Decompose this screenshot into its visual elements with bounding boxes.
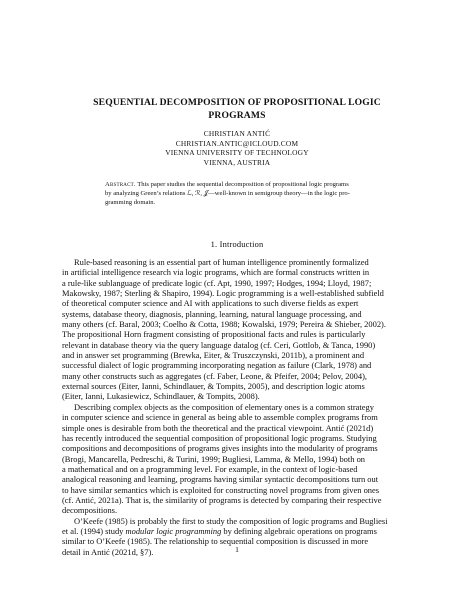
title-line: PROGRAMS: [208, 109, 266, 121]
body-line: in artificial intelligence research via logic programs, which are formal constructs written in: [62, 267, 370, 278]
abstract-text: This paper studies the sequential decomposition of propositional logic programs: [135, 181, 349, 188]
author-email: CHRISTIAN.ANTIC@ICLOUD.COM: [175, 138, 299, 148]
body-line: of theoretical computer science and AI with applications to such diverse fields as expert: [62, 298, 359, 309]
body-line: (Eiter, Ianni, Lukasiewicz, Schindlauer, & Tompits, 2008).: [62, 391, 260, 402]
body-line: Describing complex objects as the composition of elementary ones is a common strategy: [74, 401, 374, 412]
body-line: analogical reasoning and learning, programs having similar syntactic decompositions turn out: [62, 474, 379, 485]
body-line: external sources (Eiter, Ianni, Schindlauer, & Tompits, 2005), and description logic atoms: [62, 381, 365, 392]
body-line: decompositions.: [62, 505, 118, 516]
body-line: relevant in database theory via the query language datalog (cf. Ceri, Gottlob, & Tanca, 1990): [62, 339, 376, 350]
body-line: a rule-like sublanguage of predicate logic (cf. Apt, 1990, 1997; Hodges, 1994; Lloyd, 1987;: [62, 277, 372, 288]
author-location: VIENNA, AUSTRIA: [203, 157, 271, 167]
body-line: and in answer set programming (Brewka, Eiter, & Truszczynski, 2011b), a prominent and: [62, 350, 365, 361]
abstract: [105, 181, 369, 208]
body-line: Rule-based reasoning is an essential part of human intelligence prominently formalized: [74, 257, 369, 267]
title-line: SEQUENTIAL DECOMPOSITION OF PROPOSITIONAL LOGIC: [93, 97, 381, 108]
abstract-label: Abstract.: [105, 181, 136, 188]
body-line: many others (cf. Baral, 2003; Coelho & Cotta, 1988; Kowalski, 1979; Pereira & Shieber, 2002).: [62, 319, 386, 330]
abstract-line: gramming domain.: [105, 198, 156, 206]
body-line: compositions and decompositions of programs gives insights into the modularity of programs: [62, 443, 378, 454]
paper-title: [40, 97, 434, 122]
body-text-run: et al. (1994) study: [62, 525, 126, 536]
body-line: detail in Antić (2021d, §7).: [62, 546, 154, 557]
body-line: Makowsky, 1987; Sterling & Shapiro, 1994). Logic programming is a well-established subfield: [62, 288, 384, 299]
body-line: [62, 526, 412, 536]
abstract-line: by analyzing Green’s relations ℒ, ℛ, 𝒥—well-known in semigroup theory—in the logic pro-: [105, 189, 350, 197]
body-line: a mathematical and on a programming level. For example, in the context of logic-based: [62, 463, 358, 474]
body-line: successful dialect of logic programming incorporating negation as failure (Clark, 1978) and: [62, 360, 372, 371]
section-heading: 1. Introduction: [210, 240, 264, 249]
body-line: (cf. Antić, 2021a). That is, the similarity of programs is detected by comparing their respective: [62, 494, 382, 505]
body-line: O’Keefe (1985) is probably the first to study the composition of logic programs and Bugliesi: [74, 515, 388, 526]
emphasis-term: modular logic programming: [125, 525, 222, 536]
body-line: simple ones is desirable from both the theoretical and the practical viewpoint. Antić (2021d): [62, 422, 374, 433]
author-name: CHRISTIAN ANTIĆ: [203, 129, 271, 138]
body-text-run: by defining algebraic operations on programs: [221, 525, 377, 536]
body-line: systems, database theory, diagnosis, planning, learning, natural language processing, and: [62, 308, 362, 319]
body-line: has recently introduced the sequential composition of propositional logic programs. Studying: [62, 432, 377, 443]
body-text: [62, 257, 412, 557]
author-affiliation: VIENNA UNIVERSITY OF TECHNOLOGY: [165, 148, 309, 158]
body-line: similar to O’Keefe (1985). The relationship to sequential composition is discussed in more: [62, 536, 369, 547]
body-line: many other constructs such as aggregates (cf. Faber, Leone, & Pfeifer, 2004; Pelov, 2004),: [62, 370, 368, 381]
body-line: The propositional Horn fragment consisting of propositional facts and rules is particularly: [62, 329, 366, 340]
body-line: in computer science and science in general as being able to assemble complex programs from: [62, 412, 378, 423]
author-block: [40, 129, 434, 167]
body-line: to have similar semantics which is exploited for constructing novel programs from given ones: [62, 484, 380, 495]
page-number: 1: [235, 545, 239, 554]
body-line: (Brogi, Mancarella, Pedreschi, & Turini, 1999; Bugliesi, Lamma, & Mello, 1994) both on: [62, 453, 366, 464]
abstract-line: [105, 181, 369, 190]
